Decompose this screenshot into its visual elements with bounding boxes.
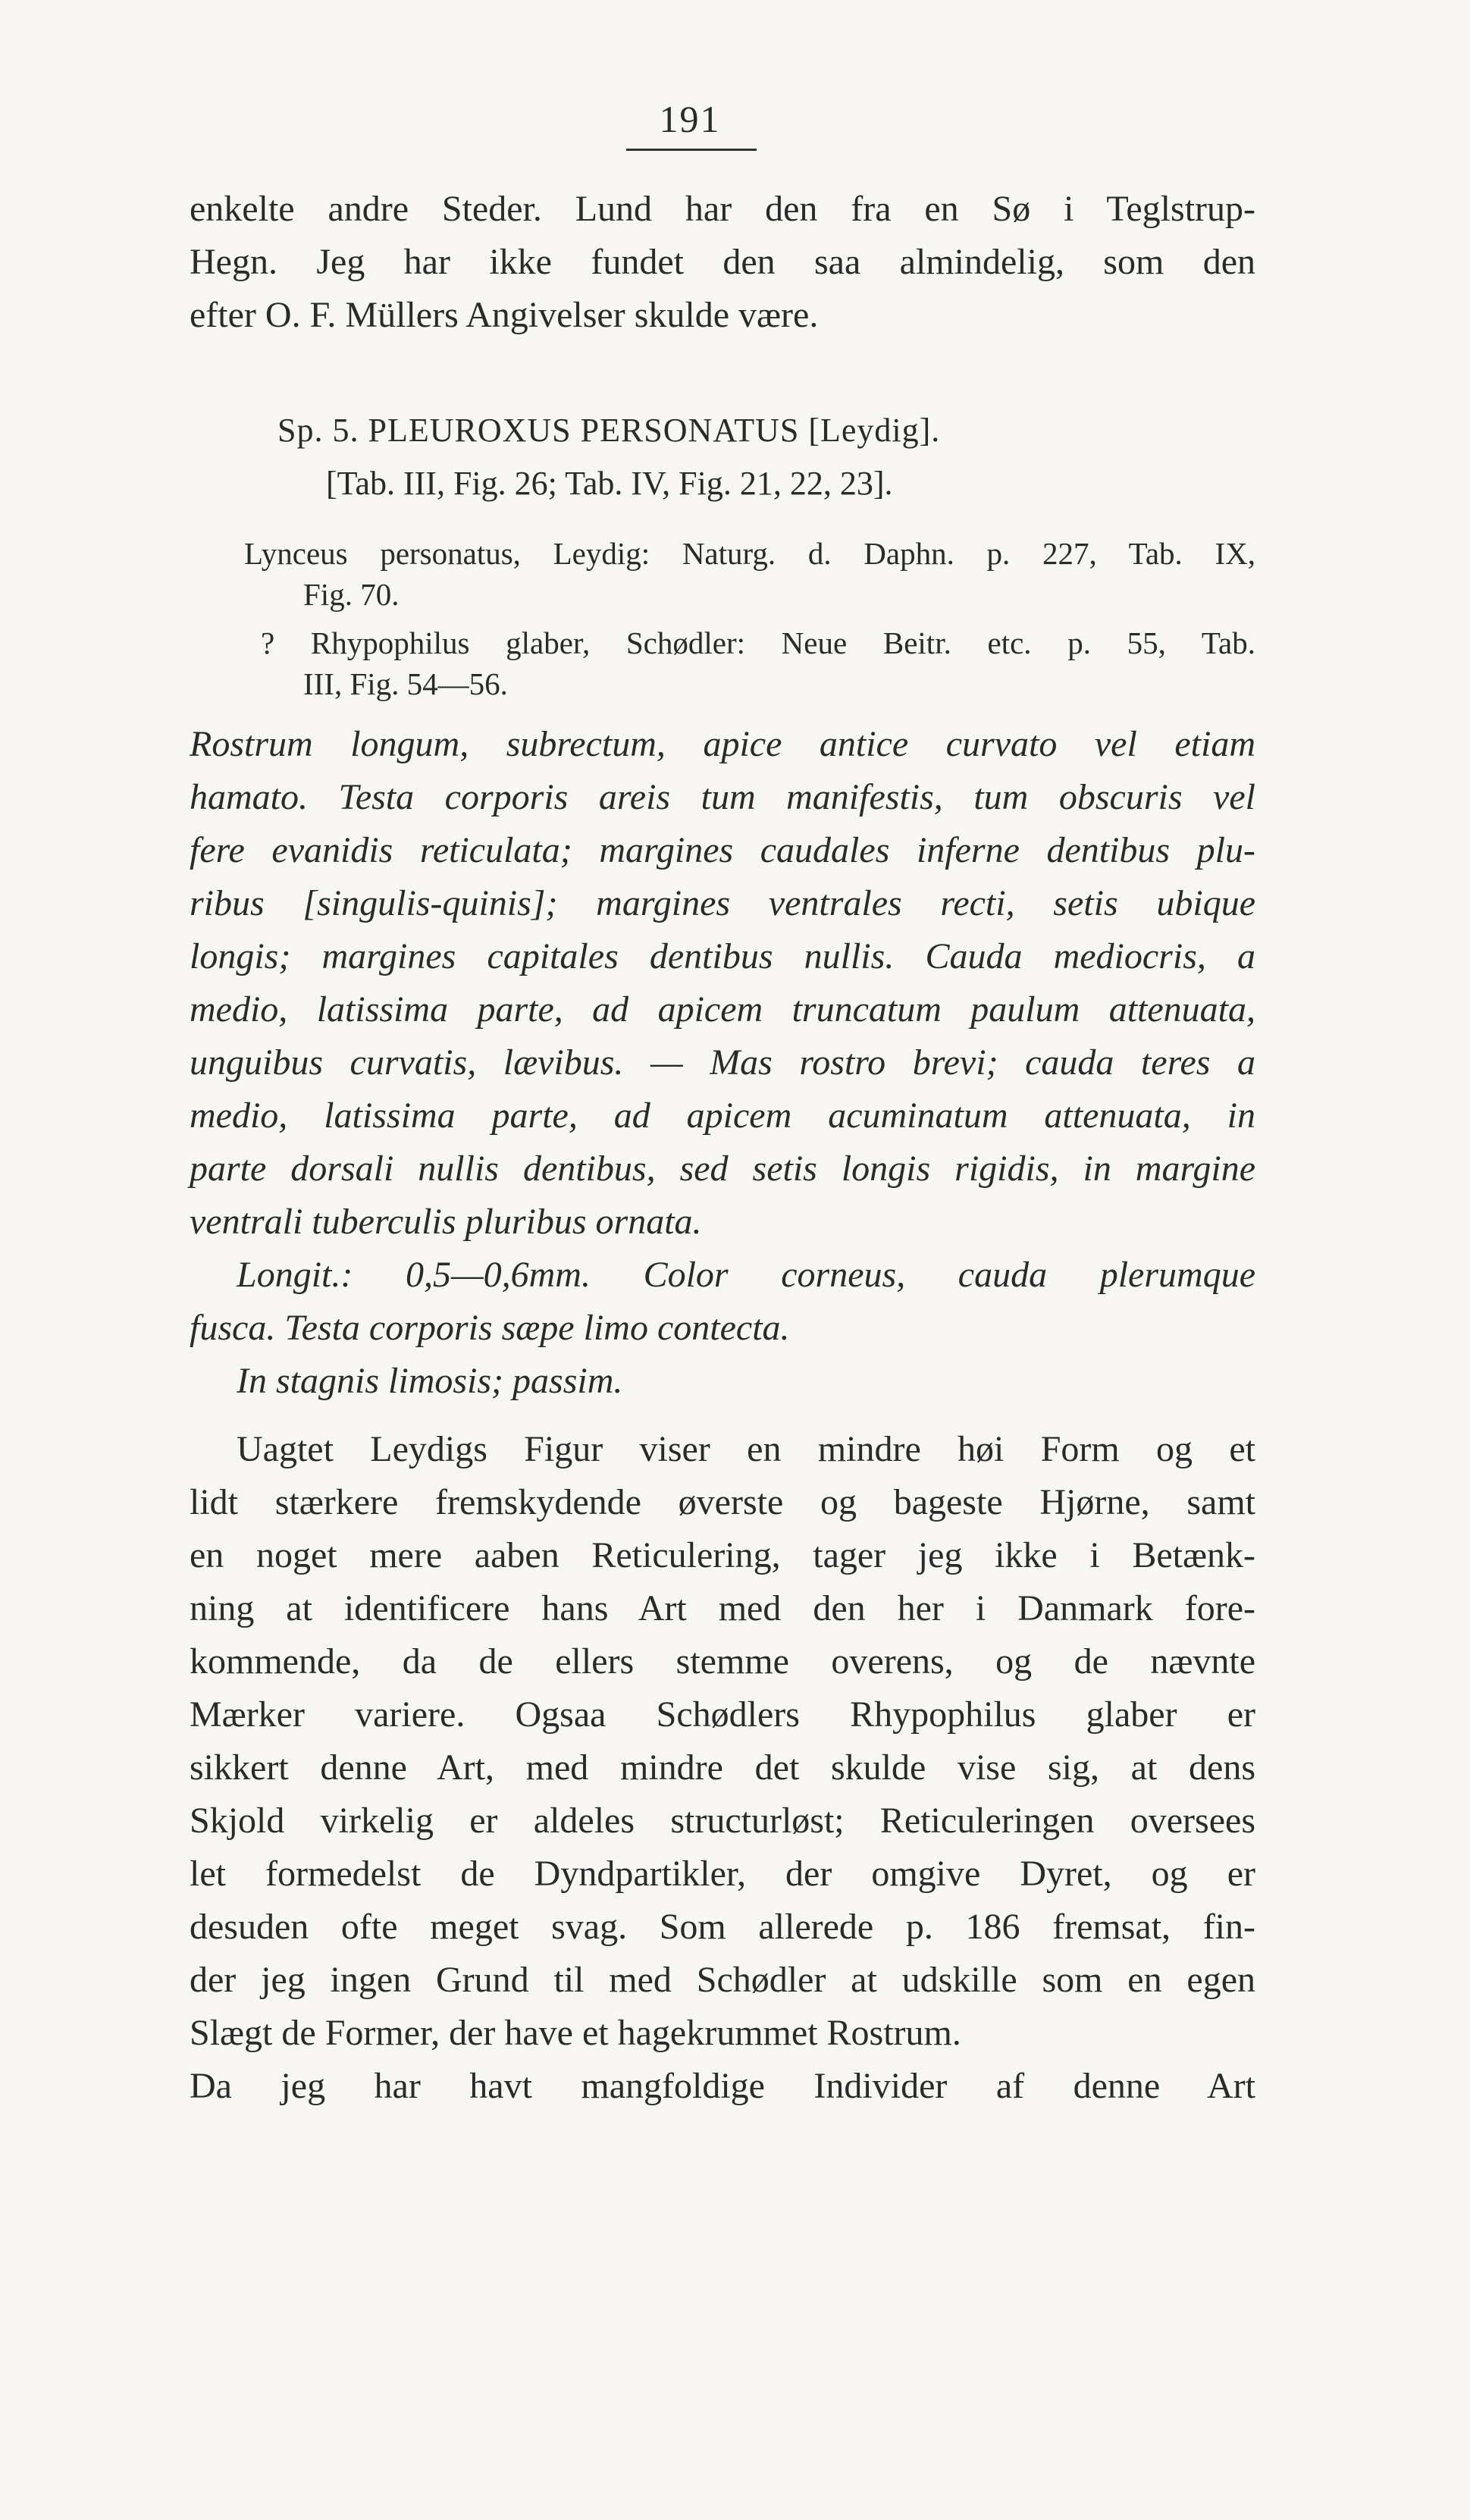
text-line: lidt stærkere fremskydende øverste og bageste Hjørne, samt <box>190 1482 1255 1522</box>
measurement-line: Longit.: 0,5—0,6mm. Color corneus, cauda plerumque <box>237 1255 1255 1295</box>
synonym-line: Fig. 70. <box>303 577 400 612</box>
page-number-rule <box>626 149 757 151</box>
diagnosis-line: ribus [singulis-quinis]; margines ventrales recti, setis ubique <box>190 883 1255 923</box>
text-line: let formedelst de Dyndpartikler, der omgive Dyret, og er <box>190 1854 1255 1894</box>
text-line: Hegn. Jeg har ikke fundet den saa almindelig, som den <box>190 242 1255 282</box>
text-line: enkelte andre Steder. Lund har den fra en Sø i Teglstrup- <box>190 189 1255 229</box>
text-line: der jeg ingen Grund til med Schødler at udskille som en egen <box>190 1960 1255 2000</box>
diagnosis-line: fere evanidis reticulata; margines caudales inferne dentibus plu- <box>190 830 1255 870</box>
text-line: Uagtet Leydigs Figur viser en mindre høi Form og et <box>237 1429 1255 1469</box>
text-line: desuden ofte meget svag. Som allerede p. 186 fremsat, fin- <box>190 1907 1255 1947</box>
text-line: en noget mere aaben Reticulering, tager jeg ikke i Betænk- <box>190 1535 1255 1575</box>
synonym-line: Lynceus personatus, Leydig: Naturg. d. Daphn. p. 227, Tab. IX, <box>244 536 1255 571</box>
diagnosis-line: medio, latissima parte, ad apicem acuminatum attenuata, in <box>190 1095 1255 1136</box>
text-line: Slægt de Former, der have et hagekrummet Rostrum. <box>190 2013 961 2053</box>
diagnosis-line: ventrali tuberculis pluribus ornata. <box>190 1202 702 1242</box>
text-line: Mærker variere. Ogsaa Schødlers Rhypophilus glaber er <box>190 1694 1255 1735</box>
text-line: kommende, da de ellers stemme overens, og de nævnte <box>190 1641 1255 1682</box>
synonym-line: ? Rhypophilus glaber, Schødler: Neue Beitr. etc. p. 55, Tab. <box>261 625 1255 660</box>
text-line: Da jeg har havt mangfoldige Individer af denne Art <box>190 2066 1255 2106</box>
diagnosis-line: hamato. Testa corporis areis tum manifestis, tum obscuris vel <box>190 777 1255 817</box>
diagnosis-line: unguibus curvatis, lævibus. — Mas rostro brevi; cauda teres a <box>190 1042 1255 1083</box>
measurement-line: fusca. Testa corporis sæpe limo contecta. <box>190 1308 790 1348</box>
habitat-line: In stagnis limosis; passim. <box>237 1361 623 1401</box>
diagnosis-line: longis; margines capitales dentibus nullis. Cauda mediocris, a <box>190 936 1255 976</box>
species-heading: Sp. 5. PLEUROXUS PERSONATUS [Leydig]. <box>277 412 941 449</box>
diagnosis-line: medio, latissima parte, ad apicem truncatum paulum attenuata, <box>190 989 1255 1030</box>
text-line: Skjold virkelig er aldeles structurløst; Reticuleringen oversees <box>190 1801 1255 1841</box>
figure-reference: [Tab. III, Fig. 26; Tab. IV, Fig. 21, 22, 23]. <box>326 465 893 502</box>
diagnosis-line: parte dorsali nullis dentibus, sed setis longis rigidis, in margine <box>190 1149 1255 1189</box>
text-line: efter O. F. Müllers Angivelser skulde være. <box>190 295 819 335</box>
text-line: sikkert denne Art, med mindre det skulde vise sig, at dens <box>190 1747 1255 1788</box>
diagnosis-line: Rostrum longum, subrectum, apice antice curvato vel etiam <box>190 724 1255 764</box>
synonym-line: III, Fig. 54—56. <box>303 666 508 701</box>
page-number: 191 <box>659 98 721 140</box>
text-line: ning at identificere hans Art med den her i Danmark fore- <box>190 1588 1255 1628</box>
